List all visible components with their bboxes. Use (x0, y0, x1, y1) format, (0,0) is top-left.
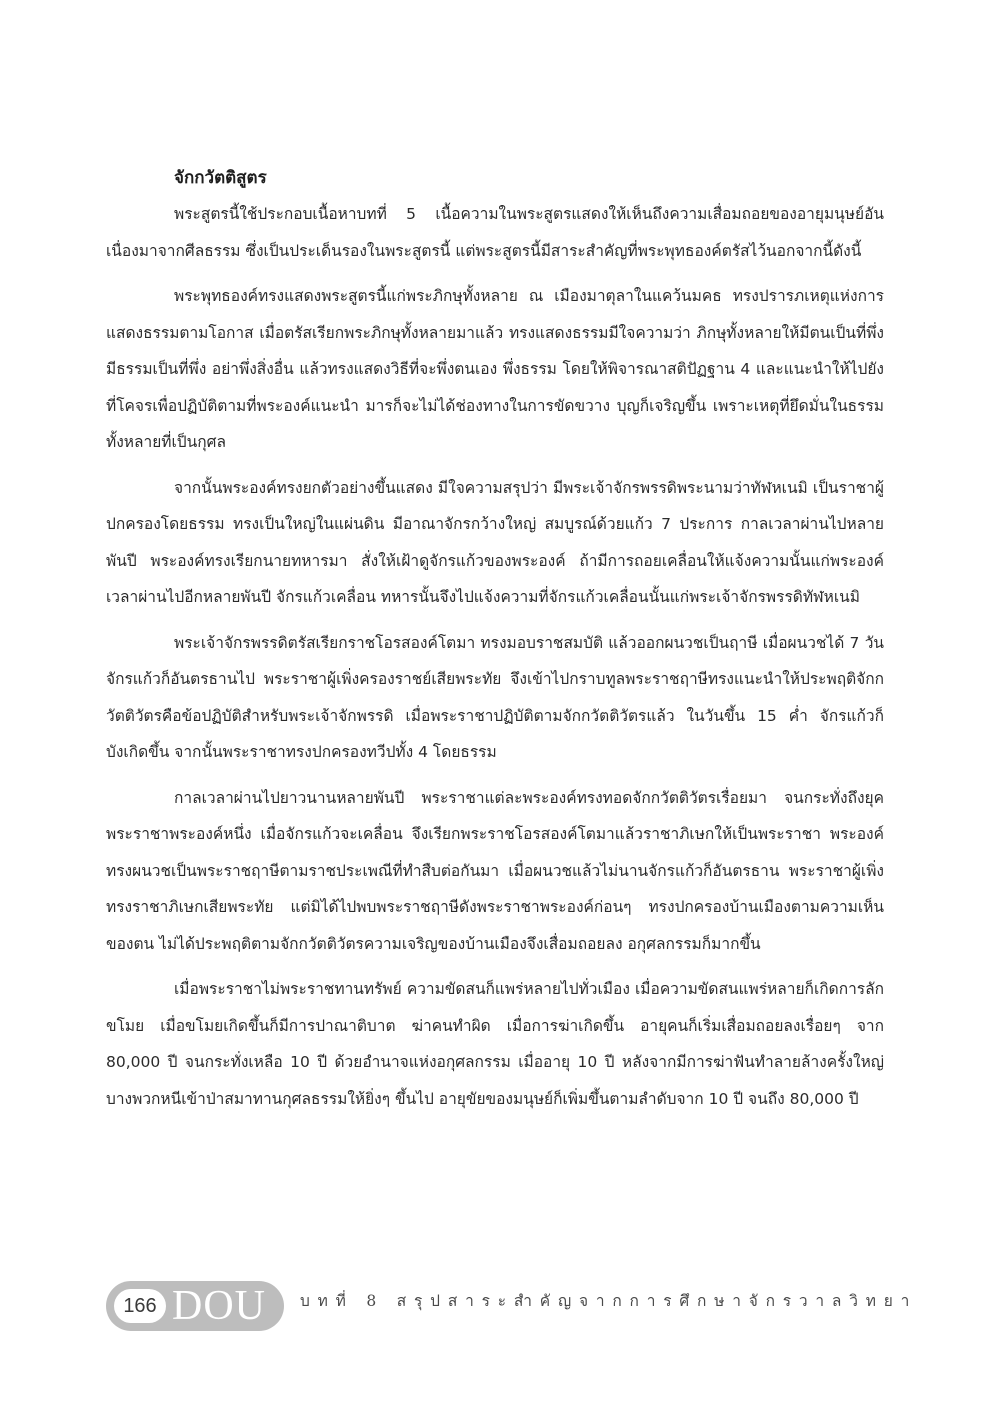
paragraph-3: จากนั้นพระองค์ทรงยกตัวอย่างขึ้นแสดง มีใจความสรุปว่า มีพระเจ้าจักรพรรดิพระนามว่าทัฬหเนมิ เป็นราชาผู้ปกครองโดยธรรม ทรงเป็นใหญ่ในแผ่นดิน มีอาณาจักรกว้างใหญ่ สมบูรณ์ด้วยแก้ว 7 ประการ กาลเวลาผ่านไปหลายพันปี พระองค์ทรงเรียกนายทหารมา สั่งให้เฝ้าดูจักรแก้วของพระองค์ ถ้ามีการถอยเคลื่อนให้แจ้งความนั้นแก่พระองค์ เวลาผ่านไปอีกหลายพันปี จักรแก้วเคลื่อน ทหารนั้นจึงไปแจ้งความที่จักรแก้วเคลื่อนนั้นแก่พระเจ้าจักรพรรดิทัฬหเนมิ (106, 478, 884, 606)
brand-logo-text: DOU (172, 1283, 266, 1329)
page-number: 166 (114, 1289, 166, 1323)
paragraph-6: เมื่อพระราชาไม่พระราชทานทรัพย์ ความขัดสนก็แพร่หลายไปทั่วเมือง เมื่อความขัดสนแพร่หลายก็เกิดการลักขโมย เมื่อขโมยเกิดขึ้นก็มีการปาณาติบาต ฆ่าคนทำผิด เมื่อการฆ่าเกิดขึ้น อายุคนก็เริ่มเสื่อมถอยลงเรื่อยๆ จาก 80,000 ปี จนกระทั่งเหลือ 10 ปี ด้วยอำนาจแห่งอกุศลกรรม เมื่ออายุ 10 ปี หลังจากมีการฆ่าฟันทำลายล้างครั้งใหญ่ บางพวกหนีเข้าป่าสมาทานกุศลธรรมให้ยิ่งๆ ขึ้นไป อายุขัยของมนุษย์ก็เพิ่มขึ้นตามลำดับจาก 10 ปี จนถึง 80,000 ปี (106, 980, 884, 1108)
document-body (106, 160, 884, 1126)
paragraph-2: พระพุทธองค์ทรงแสดงพระสูตรนี้แก่พระภิกษุทั้งหลาย ณ เมืองมาตุลาในแคว้นมคธ ทรงปรารภเหตุแห่งการแสดงธรรมตามโอกาส เมื่อตรัสเรียกพระภิกษุทั้งหลายมาแล้ว ทรงแสดงธรรมมีใจความว่า ภิกษุทั้งหลายให้มีตนเป็นที่พึ่ง มีธรรมเป็นที่พึ่ง อย่าพึ่งสิ่งอื่น แล้วทรงแสดงวิธีที่จะพึ่งตนเอง พึ่งธรรม โดยให้พิจารณาสติปัฏฐาน 4 และแนะนำให้ไปยังที่โคจรเพื่อปฏิบัติตามที่พระองค์แนะนำ มารก็จะไม่ได้ช่องทางในการขัดขวาง บุญก็เจริญขึ้น เพราะเหตุที่ยึดมั่นในธรรมทั้งหลายที่เป็นกุศล (106, 287, 884, 451)
chapter-title: บทที่ 8 สรุปสาระสำคัญจากการศึกษาจักรวาลวิทยา (300, 1292, 918, 1310)
footer-badge (106, 1281, 284, 1331)
paragraph-4: พระเจ้าจักรพรรดิตรัสเรียกราชโอรสองค์โตมา ทรงมอบราชสมบัติ แล้วออกผนวชเป็นฤาษี เมื่อผนวชได้ 7 วัน จักรแก้วก็อันตรธานไป พระราชาผู้เพิ่งครองราชย์เสียพระทัย จึงเข้าไปกราบทูลพระราชฤาษีทรงแนะนำให้ประพฤติจักกวัตติวัตรคือข้อปฏิบัติสำหรับพระเจ้าจักพรรดิ เมื่อพระราชาปฏิบัติตามจักกวัตติวัตรแล้ว ในวันขึ้น 15 ค่ำ จักรแก้วก็บังเกิดขึ้น จากนั้นพระราชาทรงปกครองทวีปทั้ง 4 โดยธรรม (106, 633, 884, 761)
page-footer (106, 1278, 918, 1334)
section-heading: จักกวัตติสูตร (174, 168, 267, 188)
paragraph-1: พระสูตรนี้ใช้ประกอบเนื้อหาบทที่ 5 เนื้อความในพระสูตรแสดงให้เห็นถึงความเสื่อมถอยของอายุมนุษย์อันเนื่องมาจากศีลธรรม ซึ่งเป็นประเด็นรองในพระสูตรนี้ แต่พระสูตรนี้มีสาระสำคัญที่พระพุทธองค์ตรัสไว้นอกจากนี้ดังนี้ (106, 205, 884, 260)
paragraph-5: กาลเวลาผ่านไปยาวนานหลายพันปี พระราชาแต่ละพระองค์ทรงทอดจักกวัตติวัตรเรื่อยมา จนกระทั่งถึงยุคพระราชาพระองค์หนึ่ง เมื่อจักรแก้วจะเคลื่อน จึงเรียกพระราชโอรสองค์โตมาแล้วราชาภิเษกให้เป็นพระราชา พระองค์ทรงผนวชเป็นพระราชฤาษีตามราชประเพณีที่ทำสืบต่อกันมา เมื่อผนวชแล้วไม่นานจักรแก้วก็อันตรธาน พระราชาผู้เพิ่งทรงราชาภิเษกเสียพระทัย แต่มิได้ไปพบพระราชฤาษีดังพระราชาพระองค์ก่อนๆ ทรงปกครองบ้านเมืองตามความเห็นของตน ไม่ได้ประพฤติตามจักกวัตติวัตรความเจริญของบ้านเมืองจึงเสื่อมถอยลง อกุศลกรรมก็มากขึ้น (106, 788, 884, 953)
